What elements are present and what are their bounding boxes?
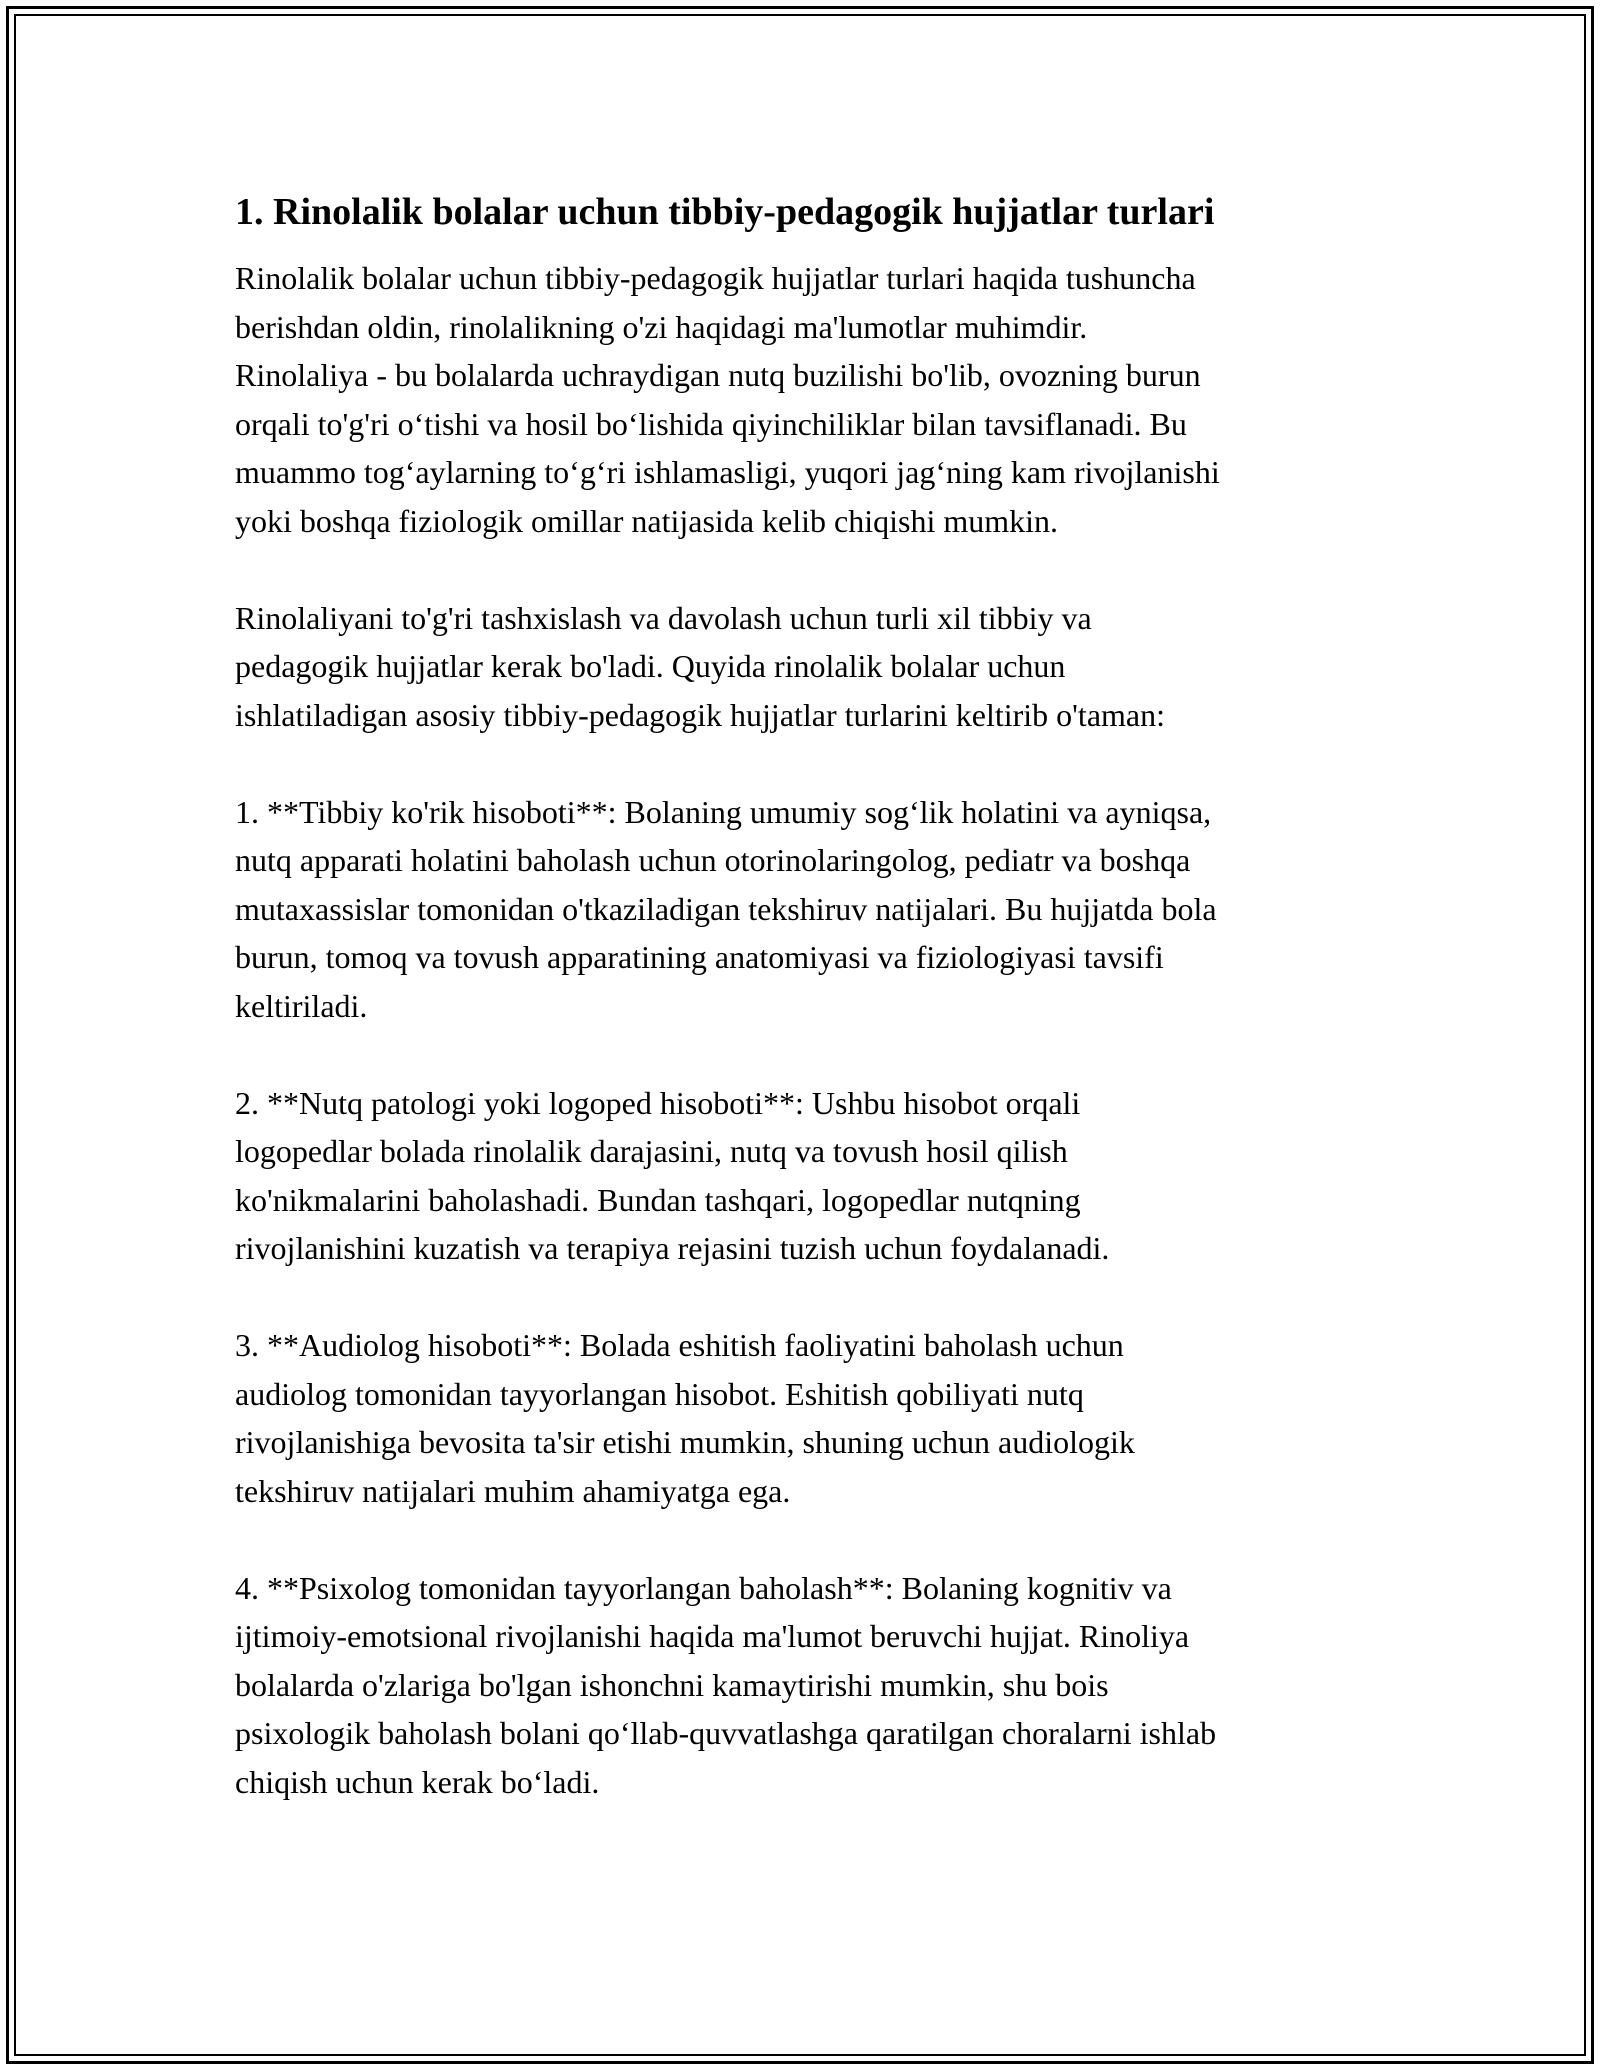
list-item-psychologist-assessment: 4. **Psixolog tomonidan tayyorlangan baholash**: Bolaning kognitiv va ijtimoiy-emotsional rivojlanishi haqida ma'lumot beruvchi hujjat. Rinoliya bolalarda o'zlariga bo'lgan ishonchni kamaytirishi mumkin, shu bois psixologik baholash bolani qo‘llab-quvvatlashga qaratilgan choralarni ishlab chiqish uchun kerak bo‘ladi. (235, 1569, 1217, 1800)
intro-paragraph: Rinolalik bolalar uchun tibbiy-pedagogik hujjatlar turlari haqida tushuncha berishdan oldin, rinolalikning o'zi haqidagi ma'lumotlar muhimdir. Rinolaliya - bu bolalarda uchraydigan nutq buzilishi bo'lib, ovozning burun orqali to'g'ri o‘tishi va hosil bo‘lishida qiyinchiliklar bilan tavsiflanadi. Bu muammo tog‘aylarning to‘g‘ri ishlamasligi, yuqori jag‘ning kam rivojlanishi yoki boshqa fiziologik omillar natijasida kelib chiqishi mumkin. (235, 260, 1220, 539)
documents-intro-paragraph: Rinolaliyani to'g'ri tashxislash va davolash uchun turli xil tibbiy va pedagogik hujjatlar kerak bo'ladi. Quyida rinolalik bolalar uchun ishlatiladigan asosiy tibbiy-pedagogik hujjatlar turlarini keltirib o'taman: (235, 599, 1165, 733)
list-item-medical-report: 1. **Tibbiy ko'rik hisoboti**: Bolaning umumiy sog‘lik holatini va ayniqsa, nutq apparati holatini baholash uchun otorinolaringolog, pediatr va boshqa mutaxassislar tomonidan o'tkaziladigan tekshiruv natijalari. Bu hujjatda bola burun, tomoq va tovush apparatining anatomiyasi va fiziologiyasi tavsifi keltiriladi. (235, 793, 1217, 1024)
list-item-speech-therapist-report: 2. **Nutq patologi yoki logoped hisoboti**: Ushbu hisobot orqali logopedlar bolada rinolalik darajasini, nutq va tovush hosil qilish ko'nikmalarini baholashadi. Bundan tashqari, logopedlar nutqning rivojlanishini kuzatish va terapiya rejasini tuzish uchun foydalanadi. (235, 1084, 1110, 1266)
list-item-audiologist-report: 3. **Audiolog hisoboti**: Bolada eshitish faoliyatini baholash uchun audiolog tomonidan tayyorlangan hisobot. Eshitish qobiliyati nutq rivojlanishiga bevosita ta'sir etishi mumkin, shuning uchun audiologik tekshiruv natijalari muhim ahamiyatga ega. (235, 1327, 1135, 1509)
document-body (235, 188, 1370, 1806)
document-title: 1. Rinolalik bolalar uchun tibbiy-pedagogik hujjatlar turlari (235, 191, 1215, 233)
